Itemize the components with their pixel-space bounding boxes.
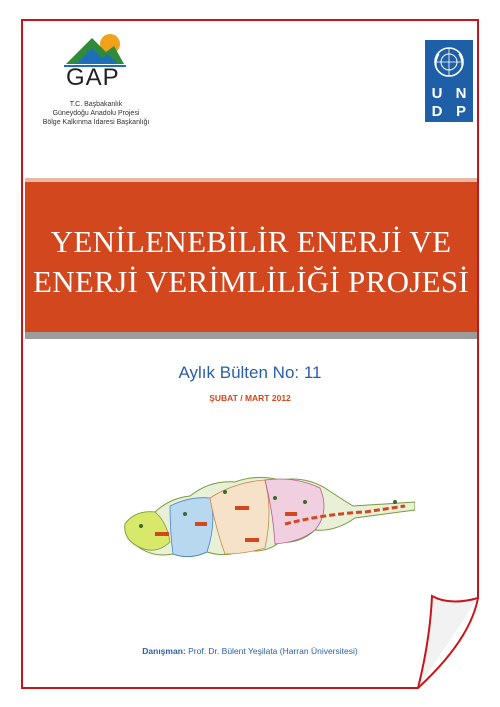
advisor-name: Prof. Dr. Bülent Yeşilata (Harran Üniversitesi) [188, 646, 358, 656]
gap-line-1: T.C. Başbakanlık [69, 101, 123, 108]
gap-wordmark: GAP [66, 64, 120, 91]
undp-letter-n: N [455, 85, 467, 102]
undp-letter-p: P [455, 103, 466, 120]
un-emblem-icon [431, 44, 467, 80]
undp-letter-d: D [431, 103, 443, 120]
gap-line-3: Bölge Kalkınma İdaresi Başkanlığı [42, 119, 150, 126]
region-map-illustration [115, 462, 415, 572]
issue-date: ŞUBAT / MART 2012 [209, 393, 291, 403]
title-line-2: ENERJİ VERİMLİLİĞİ PROJESİ [32, 264, 470, 299]
title-line-1: YENİLENEBİLİR ENERJİ VE [50, 224, 452, 259]
advisor-label: Danışman: [142, 646, 186, 656]
title-bottom-line [25, 332, 477, 339]
bulletin-number: Aylık Bülten No: 11 [178, 363, 322, 382]
undp-letter-u: U [431, 85, 443, 102]
advisor-line [0, 646, 500, 656]
page-title [25, 222, 477, 302]
gap-line-2: Güneydoğu Anadolu Projesi [52, 110, 140, 117]
